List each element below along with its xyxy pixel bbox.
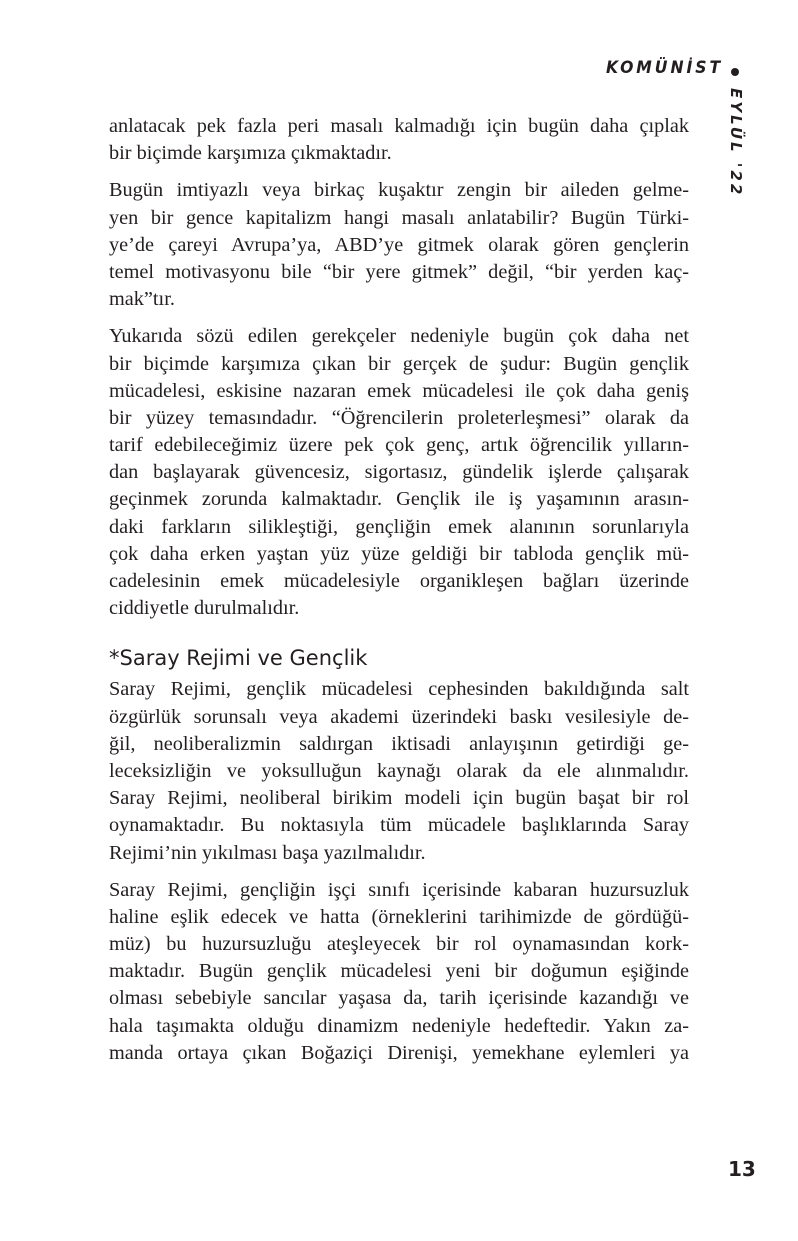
paragraph [109,177,689,313]
text-line: tarif edebileceğimiz üzere pek çok genç, artık öğrencilik yılların- [109,434,689,457]
text-line: Saray Rejimi, neoliberal birikim modeli için bugün başat bir rol [109,787,689,810]
text-line: Saray Rejimi, gençliğin işçi sınıfı içerisinde kabaran huzursuzluk [109,878,689,901]
text-line: oynamaktadır. Bu noktasıyla tüm mücadele başlıklarında Saray [109,814,689,837]
text-line: olması sebebiyle sancılar yaşasa da, tarih içerisinde kazandığı ve [109,987,689,1010]
text-line: Yukarıda sözü edilen gerekçeler nedeniyle bugün çok daha net [109,325,689,348]
text-line: ye’de çareyi Avrupa’ya, ABD’ye gitmek olarak gören gençlerin [109,233,689,256]
text-line: dan başlayarak güvencesiz, sigortasız, gündelik işlerde çalışarak [109,461,689,484]
text-line: yen bir gence kapitalizm hangi masalı anlatabilir? Bugün Türki- [109,206,689,229]
text-line: mak”tır. [109,288,175,311]
text-line: Saray Rejimi, gençlik mücadelesi cephesinden bakıldığında salt [109,678,689,701]
text-line: leceksizliğin ve yoksulluğun kaynağı olarak da ele alınmalıdır. [109,759,689,782]
page-number: 13 [728,1157,756,1181]
paragraph [109,323,689,622]
text-line: temel motivasyonu bile “bir yere gitmek” değil, “bir yerden kaç- [109,260,689,283]
magazine-title: KOMÜNİST [606,58,724,78]
text-line: bir yüzey temasındadır. “Öğrencilerin proleterleşmesi” olarak da [109,406,689,429]
text-line: mücadelesi, eskisine nazaran emek mücadelesi ile çok daha geniş [109,379,689,402]
text-line: manda ortaya çıkan Boğaziçi Direnişi, yemekhane eylemleri ya [109,1041,689,1064]
text-line: bir biçimde karşımıza çıkmaktadır. [109,142,392,165]
text-line: özgürlük sorunsalı veya akademi üzerindeki baskı vesilesiyle de- [109,705,689,728]
text-line: çok daha erken yaştan yüz yüze geldiği bir tabloda gençlik mü- [109,542,689,565]
text-line: Bugün imtiyazlı veya birkaç kuşaktır zengin bir aileden gelme- [109,179,689,202]
text-line: anlatacak pek fazla peri masalı kalmadığı için bugün daha çıplak [109,115,689,137]
paragraph [109,113,689,167]
issue-date: EYLÜL '22 [727,88,745,198]
text-line: haline eşlik edecek ve hatta (örneklerini tarihimizde de gördüğü- [109,905,689,928]
text-line: daki farkların silikleştiği, gençliğin emek alanının sorunlarıyla [109,515,689,538]
article-body [109,113,689,1077]
text-line: hala taşımakta olduğu dinamizm nedeniyle hedeftedir. Yakın za- [109,1014,689,1037]
paragraph [109,877,689,1067]
text-line: müz) bu huzursuzluğu ateşleyecek bir rol oynamasından kork- [109,933,689,956]
text-line: maktadır. Bugün gençlik mücadelesi yeni bir doğumun eşiğinde [109,960,689,983]
text-line: geçinmek zorunda kalmaktadır. Gençlik ile iş yaşamının arasın- [109,488,689,511]
text-line: Rejimi’nin yıkılması başa yazılmalıdır. [109,841,426,864]
text-line: cadelesinin emek mücadelesiyle organikleşen bağları üzerinde [109,570,689,592]
paragraph [109,676,689,866]
text-line: bir biçimde karşımıza çıkan bir gerçek de şudur: Bugün gençlik [109,352,689,375]
text-line: ğil, neoliberalizmin saldırgan iktisadi anlayışının getirdiği ge- [109,732,689,755]
section-heading: *Saray Rejimi ve Gençlik [109,646,368,671]
bullet-separator-icon [731,68,739,76]
text-line: ciddiyetle durulmalıdır. [109,597,300,620]
